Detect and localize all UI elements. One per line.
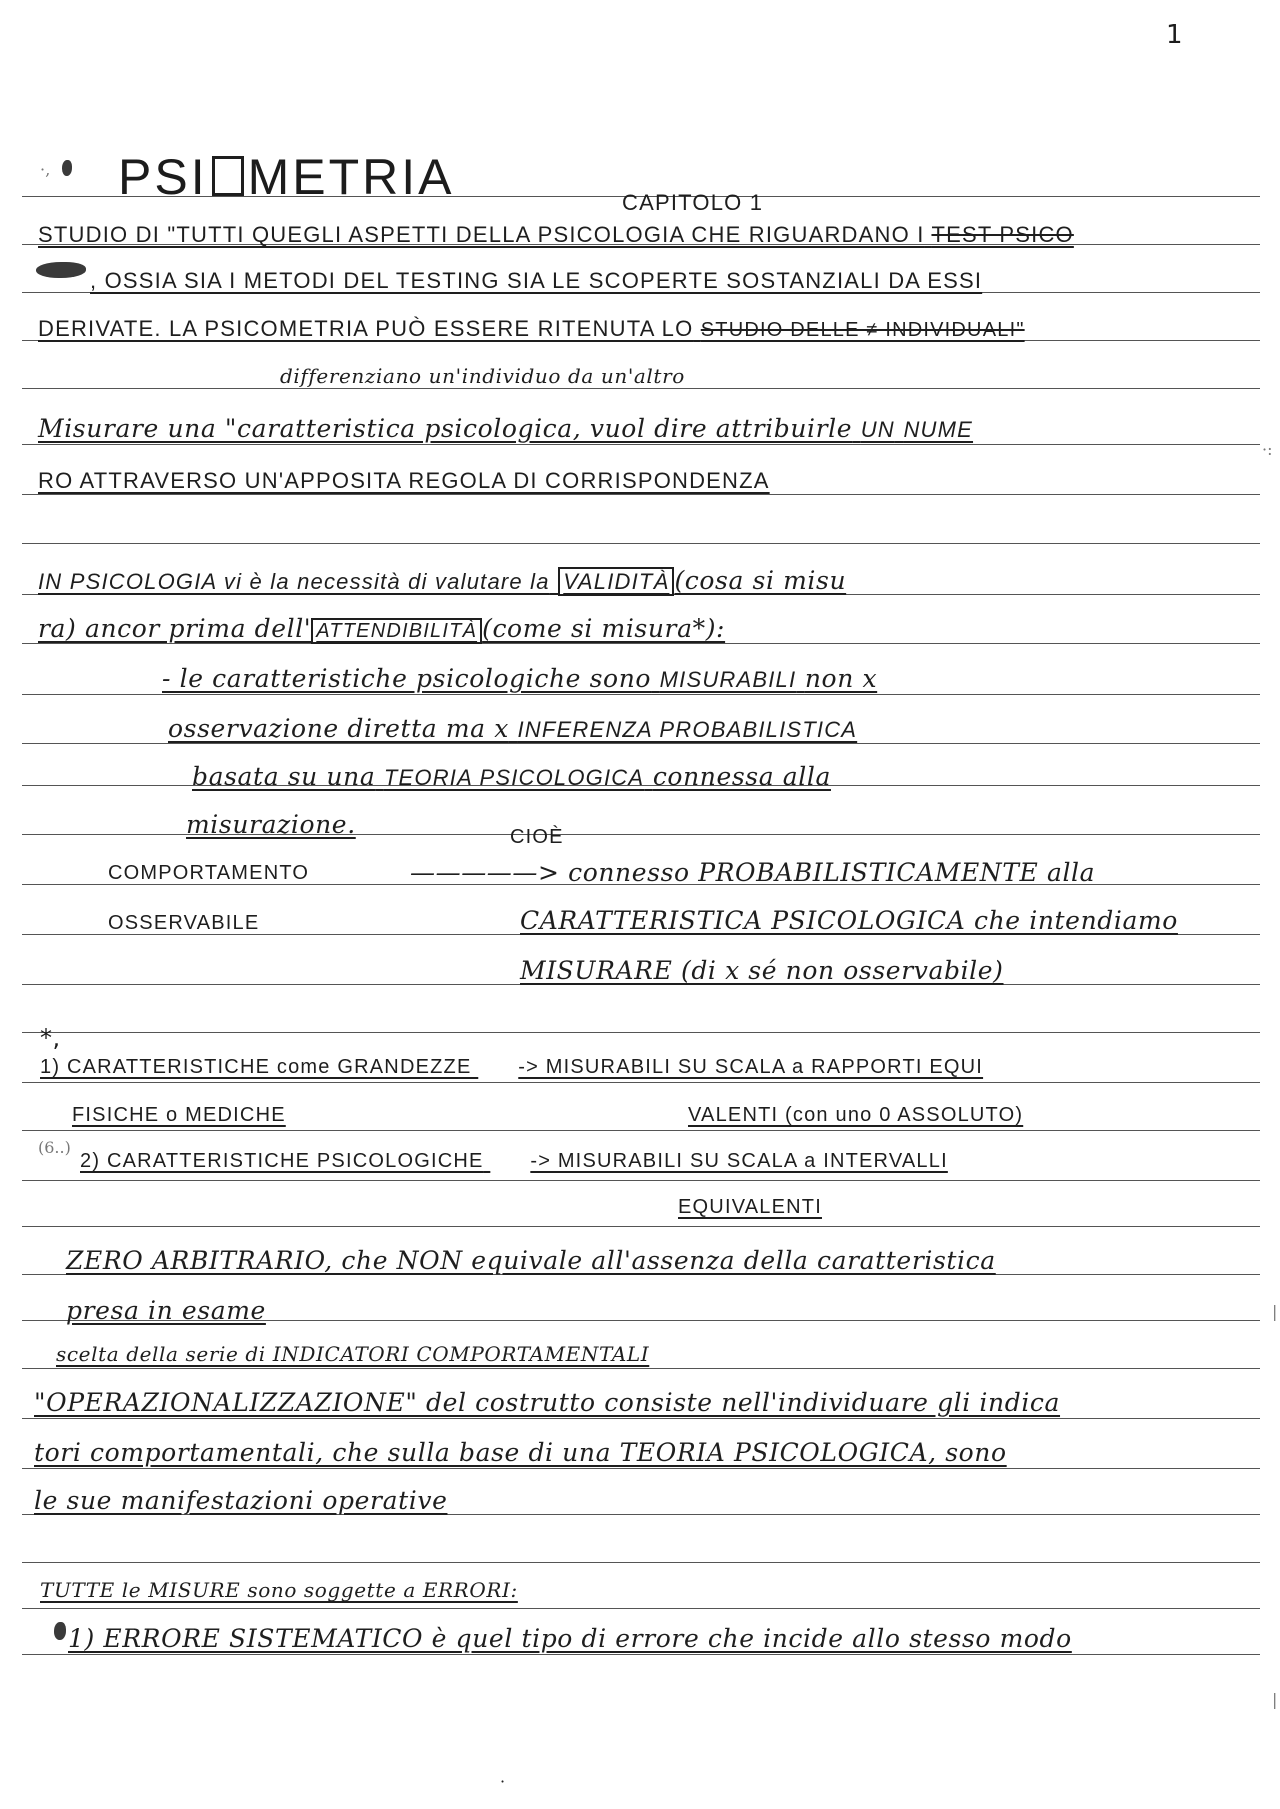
title-post: METRIA	[247, 149, 455, 205]
text-line	[80, 1150, 948, 1173]
text-line	[38, 316, 1025, 342]
ruled-line	[22, 543, 1260, 544]
text-line: VALENTI (con uno 0 ASSOLUTO)	[688, 1104, 1024, 1126]
struck-text: TEST PSICO	[931, 222, 1074, 247]
margin-mark: ·:	[1262, 440, 1273, 459]
ruled-line	[22, 1654, 1260, 1655]
text-line: le sue manifestazioni operative	[34, 1486, 448, 1515]
text-line	[168, 714, 857, 743]
text-span: 2) CARATTERISTICHE PSICOLOGICHE	[80, 1150, 484, 1172]
ruled-line	[22, 1608, 1260, 1609]
margin-mark: |	[1272, 1302, 1278, 1321]
boxed-term: ATTENDIBILITÀ	[311, 618, 482, 644]
text-line: —————> connesso PROBABILISTICAMENTE alla	[410, 858, 1096, 887]
text-line	[38, 566, 846, 595]
text-line: CIOÈ	[510, 826, 564, 848]
ink-blot	[62, 160, 72, 176]
text-line	[38, 414, 973, 443]
text-span: INFERENZA PROBABILISTICA	[517, 717, 858, 742]
text-span: -> MISURABILI SU SCALA a RAPPORTI EQUI	[518, 1056, 984, 1078]
text-span: non x	[804, 664, 878, 693]
text-line	[38, 222, 1074, 248]
ruled-line	[22, 643, 1260, 644]
text-span: STUDIO DI "TUTTI QUEGLI ASPETTI DELLA PSICOLOGIA CHE RIGUARDANO I	[38, 222, 925, 247]
struck-text: STUDIO DELLE ≠ INDIVIDUALI"	[700, 319, 1025, 341]
title-pre: PSI	[118, 149, 208, 205]
ruled-line	[22, 1562, 1260, 1563]
text-span: TEORIA PSICOLOGICA	[383, 765, 645, 790]
text-span: - le caratteristiche psicologiche sono	[162, 664, 652, 693]
text-span: NUME	[903, 417, 974, 442]
text-span: (cosa si misu	[674, 566, 847, 595]
ruled-line	[22, 694, 1260, 695]
text-line: COMPORTAMENTO	[108, 862, 310, 884]
text-span: UN	[860, 417, 895, 442]
text-line: TUTTE le MISURE sono soggette a ERRORI:	[40, 1578, 518, 1602]
ruled-line	[22, 1130, 1260, 1131]
text-span: osservazione diretta ma x	[168, 714, 509, 743]
text-line	[38, 614, 725, 643]
text-line: tori comportamentali, che sulla base di una TEORIA PSICOLOGICA, sono	[34, 1438, 1007, 1467]
chapter-label: CAPITOLO 1	[622, 190, 764, 215]
text-span: Misurare una "caratteristica psicologica, vuol dire attribuirle	[38, 414, 853, 443]
ruled-line	[22, 1418, 1260, 1419]
page-number: 1	[1166, 20, 1183, 50]
scribble-mark: ·‚	[40, 160, 51, 179]
ruled-line	[22, 1368, 1260, 1369]
text-line: scelta della serie di INDICATORI COMPORTAMENTALI	[56, 1342, 650, 1366]
text-span: MISURABILI	[659, 667, 797, 692]
ruled-line	[22, 1226, 1260, 1227]
text-span: (come si misura*):	[482, 614, 726, 643]
text-span: connessa alla	[652, 762, 831, 791]
boxed-letter-icon	[212, 156, 244, 196]
ruled-line	[22, 743, 1260, 744]
text-line	[192, 762, 831, 791]
text-line: FISICHE o MEDICHE	[72, 1104, 286, 1126]
text-line: CARATTERISTICA PSICOLOGICA che intendiamo	[520, 906, 1178, 935]
footnote-star: *,	[40, 1024, 61, 1052]
boxed-term: VALIDITÀ	[558, 567, 674, 596]
margin-mark: |	[1272, 1690, 1278, 1709]
text-line: misurazione.	[186, 810, 356, 839]
text-line: MISURARE (di x sé non osservabile)	[520, 956, 1004, 985]
text-line	[162, 664, 877, 693]
text-line	[40, 1056, 983, 1079]
text-line: "OPERAZIONALIZZAZIONE" del costrutto consiste nell'individuare gli indica	[34, 1388, 1061, 1417]
text-line: EQUIVALENTI	[678, 1196, 822, 1218]
ruled-line	[22, 1032, 1260, 1033]
scribble-mark: (6..)	[38, 1138, 71, 1157]
page-title	[118, 148, 455, 206]
text-line: presa in esame	[66, 1296, 266, 1325]
inserted-note: differenziano un'individuo da un'altro	[280, 364, 685, 388]
text-line: , OSSIA SIA I METODI DEL TESTING SIA LE SCOPERTE SOSTANZIALI DA ESSI	[90, 268, 983, 293]
text-span: basata su una	[192, 762, 376, 791]
ink-blot	[54, 1622, 66, 1640]
text-span: IN PSICOLOGIA vi è la necessità di valutare la	[38, 569, 550, 594]
ruled-line	[22, 1180, 1260, 1181]
ruled-line	[22, 1082, 1260, 1083]
text-line: OSSERVABILE	[108, 912, 260, 934]
ruled-line	[22, 1468, 1260, 1469]
text-line: RO ATTRAVERSO UN'APPOSITA REGOLA DI CORRISPONDENZA	[38, 468, 770, 493]
text-span: ra) ancor prima dell'	[38, 614, 312, 643]
text-line: ZERO ARBITRARIO, che NON equivale all'assenza della caratteristica	[66, 1246, 996, 1275]
ruled-line	[22, 388, 1260, 389]
text-line: 1) ERRORE SISTEMATICO è quel tipo di errore che incide allo stesso modo	[68, 1624, 1072, 1653]
ruled-line	[22, 444, 1260, 445]
ink-blot	[36, 262, 86, 278]
ruled-line	[22, 494, 1260, 495]
text-span: DERIVATE. LA PSICOMETRIA PUÒ ESSERE RITENUTA LO	[38, 316, 694, 341]
text-span: -> MISURABILI SU SCALA a INTERVALLI	[530, 1150, 948, 1172]
margin-mark: ·	[500, 1772, 506, 1791]
text-span: 1) CARATTERISTICHE come GRANDEZZE	[40, 1056, 472, 1078]
